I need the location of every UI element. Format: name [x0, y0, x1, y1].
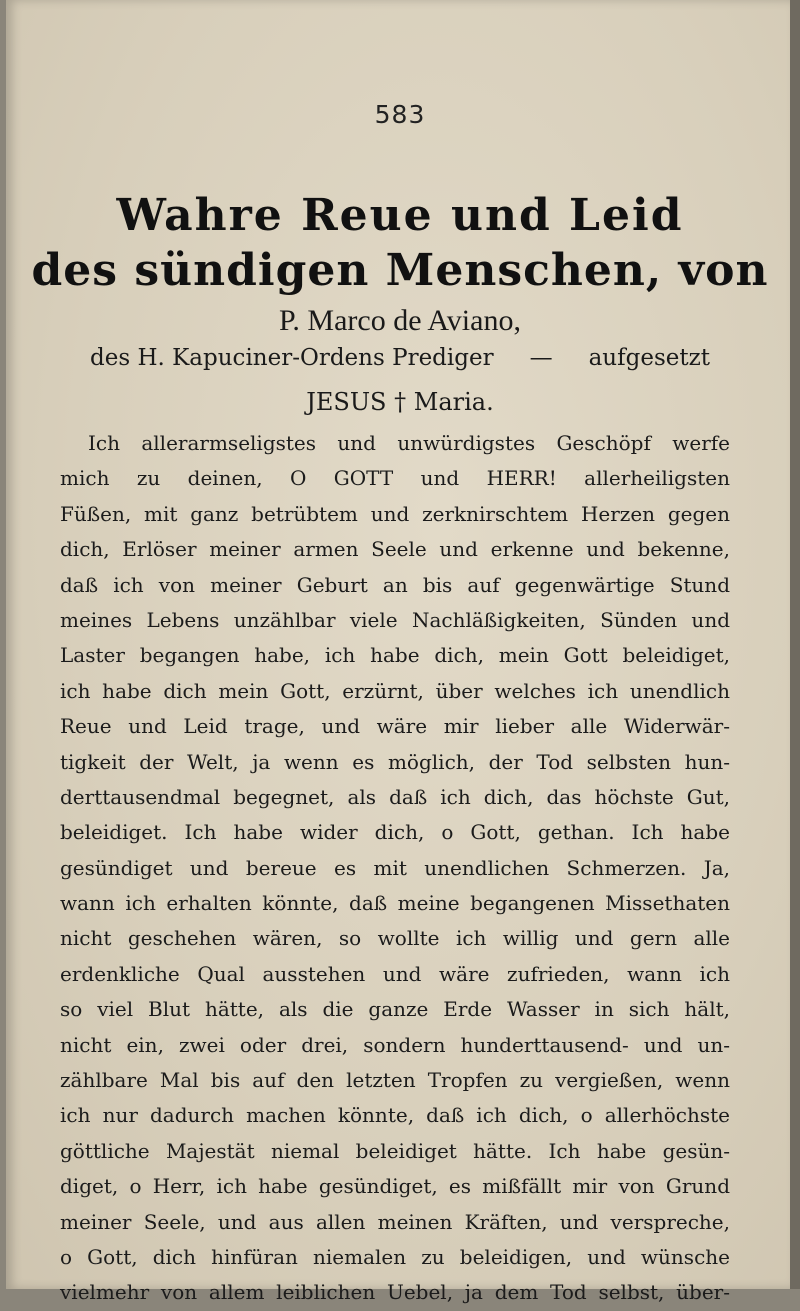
text-line: vielmehr von allem leiblichen Uebel, ja dem Tod selbst, über- [60, 1280, 730, 1305]
text-line: Laster begangen habe, ich habe dich, mein Gott beleidiget, [60, 643, 730, 668]
order-suffix: aufgesetzt [588, 345, 710, 371]
text-line: Füßen, mit ganz betrübtem und zerknirschtem Herzen gegen [60, 501, 730, 526]
text-line: diget, o Herr, ich habe gesündiget, es mißfällt mir von Grund [60, 1174, 730, 1199]
text-line: o Gott, dich hinfüran niemalen zu beleidigen, und wünsche [60, 1244, 730, 1269]
page-number: 583 [374, 100, 426, 129]
text-line: meines Lebens unzählbar viele Nachläßigkeiten, Sünden und [60, 607, 730, 632]
text-line: so viel Blut hätte, als die ganze Erde Wasser in sich hält, [60, 997, 730, 1022]
prayer-text [60, 426, 730, 1311]
text-line: daß ich von meiner Geburt an bis auf gegenwärtige Stund [60, 572, 730, 597]
text-line: ich nur dadurch machen könnte, daß ich dich, o allerhöchste [60, 1103, 730, 1128]
author-order-line [90, 345, 710, 371]
text-line: göttliche Majestät niemal beleidiget hätte. Ich habe gesün- [60, 1138, 730, 1163]
text-line: derttausendmal begegnet, als daß ich dich, das höchste Gut, [60, 784, 730, 809]
text-line: Ich allerarmseligstes und unwürdigstes Geschöpf werfe [88, 431, 730, 455]
text-line: beleidiget. Ich habe wider dich, o Gott, gethan. Ich habe [60, 820, 730, 845]
text-line: wann ich erhalten könnte, daß meine begangenen Missethaten [60, 891, 730, 916]
text-line: gesündiget und bereue es mit unendlichen Schmerzen. Ja, [60, 855, 730, 880]
text-line: meiner Seele, und aus allen meinen Kräften, und verspreche, [60, 1209, 730, 1234]
text-line: tigkeit der Welt, ja wenn es möglich, der Tod selbsten hun- [60, 749, 730, 774]
author-name: P. Marco de Aviano, [279, 304, 521, 337]
text-line: nicht geschehen wären, so wollte ich willig und gern alle [60, 926, 730, 951]
text-line: erdenkliche Qual ausstehen und wäre zufrieden, wann ich [60, 961, 730, 986]
title-line-2: des sündigen Menschen, von [31, 245, 769, 296]
invocation: JESUS † Maria. [306, 388, 494, 416]
order-dash: — [529, 345, 553, 371]
order-text: des H. Kapuciner-Ordens Prediger [90, 345, 494, 371]
text-line: mich zu deinen, O GOTT und HERR! allerheiligsten [60, 466, 730, 491]
text-line: nicht ein, zwei oder drei, sondern hunderttausend- und un- [60, 1032, 730, 1057]
text-line: ich habe dich mein Gott, erzürnt, über welches ich unendlich [60, 678, 730, 703]
text-line: Reue und Leid trage, und wäre mir lieber alle Widerwär- [60, 714, 730, 739]
text-line: zählbare Mal bis auf den letzten Tropfen zu vergießen, wenn [60, 1068, 730, 1093]
text-line: dich, Erlöser meiner armen Seele und erkenne und bekenne, [60, 537, 730, 562]
title-line-1: Wahre Reue und Leid [116, 190, 684, 241]
